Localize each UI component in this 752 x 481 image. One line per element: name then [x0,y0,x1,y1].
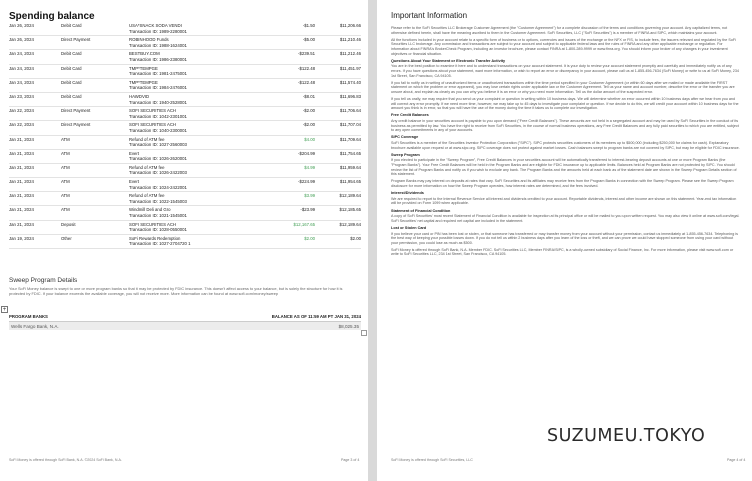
transaction-balance: $12,189.64 [339,193,361,199]
transaction-amount: $3.99 [304,193,315,199]
transaction-id: Transaction ID: 1986-2380001 [129,56,187,62]
transaction-date: Jan 26, 2024 [9,37,34,43]
transaction-row [9,93,361,107]
transaction-balance: $11,707.04 [339,122,361,128]
sweep-table-header [9,314,361,322]
transaction-description: USA*SNACK SODA VENDI Transaction ID: 1989-2280001 [129,23,267,34]
transaction-row [9,79,361,93]
transaction-row [9,36,361,50]
transaction-id: Transaction ID: 1022-1545003 [129,198,187,204]
balance-header: BALANCE AS OF 11:59 AM PT JAN 31, 2024 [271,314,361,319]
transaction-row [9,164,361,178]
transaction-amount: -$2.00 [302,108,315,114]
sweep-program-title: Sweep Program Details [9,277,78,284]
transaction-id: Transaction ID: 1042-2301001 [129,113,187,119]
transaction-description: BESTBUY.COM Transaction ID: 1986-2380001 [129,51,267,62]
transaction-description: SoFi Rewards Redemption Transaction ID: 1027-2704720 1 [129,236,267,247]
transaction-id: Transaction ID: 1040-2300001 [129,127,187,133]
transaction-balance: $11,210.46 [339,37,361,43]
transaction-type: Debit Card [61,93,82,99]
transaction-type: ATM [61,207,70,213]
section-paragraph: We are required to report to the Internal Revenue Service all interest and dividends credited to your account. Reportable dividends, interest and other income are shown on this statement. Year-end tax information will be provided on Form 1099 when applicable. [391,196,737,206]
transaction-id: Transaction ID: 1989-2280001 [129,28,187,34]
transaction-description: ROBINHOOD Funds Transaction ID: 1988-1624001 [129,37,267,48]
transaction-balance: $11,212.46 [339,51,361,57]
program-banks-header: PROGRAM BANKS [9,314,48,319]
transaction-balance: $11,754.65 [339,150,361,156]
section-paragraph: SoFi Securities is a member of the Securities Investor Protection Corporation ("SIPC"). SIPC protects securities customers of its members up to $500,000 (including $250,000 for claims for cash). Explanatory brochure available upon request or at www.sipc.org. SIPC coverage does not protect against market losses. Cash balances swept to program banks are not covered by SIPC, but may be eligible for FDIC insurance. [391,141,740,150]
section-paragraph: If you fail to notify us in writing of unauthorized items or unauthorized transactions within the time period specified in your Customer Agreement (or within 60 days after we mailed or made available the FIRST statement on which the problem or error appeared), you may lose certain rights under applicable law or the Customer Agreement. Tell us your name and account number, describe the error or the transfer you are unsure about, and explain as clearly as you can why you believe it is an error or why you need more information. Tell us the dollar amount of the suspected error. [391,80,735,94]
transaction-description: Evert Transaction ID: 1024-2422001 [129,179,267,190]
transaction-id: Transaction ID: 1028-0550001 [129,227,187,233]
transaction-date: Jan 22, 2024 [9,122,34,128]
transaction-description: HAWDVID Transaction ID: 1940-2528001 [129,94,267,105]
transaction-amount: -$224.99 [298,179,315,185]
transaction-amount: -$5.00 [302,37,315,43]
transaction-balance: $11,574.40 [339,79,361,85]
section-heading: Free Credit Balances [391,113,429,118]
transaction-row [9,65,361,79]
sweep-table-row [9,322,361,330]
transaction-description: TMP*TEMPGE Transaction ID: 1981-2475001 [129,66,267,77]
transaction-id: Transaction ID: 1026-2620001 [129,156,187,162]
transaction-description: Refund of ATM fee Transaction ID: 1026-2422003 [129,165,267,176]
transaction-description: SOFI SECURITIES ACH Transaction ID: 1028-0550001 [129,222,267,233]
transaction-balance: $12,185.65 [339,207,361,213]
transaction-date: Jan 21, 2024 [9,136,34,142]
table-move-handle[interactable]: + [2,307,7,313]
section-paragraph: If you believe your card or PIN has been lost or stolen, or that someone has transferred or may transfer money from your account without your permission, contact us immediately at 1-855-456-7634. Telephoning is the best way of keeping your possible losses down. If you do not tell us within 2 business days after you learn of the loss or theft, and we can prove we could have stopped someone from using your card without your permission, you could lose as much as $500. [391,231,738,245]
transaction-description: Refund of ATM fee Transaction ID: 1027-2560003 [129,137,267,148]
transaction-date: Jan 24, 2024 [9,65,34,71]
program-bank-name: Wells Fargo Bank, N.A. [11,323,59,329]
transaction-type: Direct Payment [61,37,91,43]
transaction-balance: $11,954.65 [339,179,361,185]
transaction-row [9,121,361,135]
section-paragraph: Please refer to the SoFi Securities LLC Brokerage Customer Agreement (the "Customer Agreement") for a complete discussion of the terms and conditions governing your account. Any capitalized terms, not otherwise defined herein, shall have the meaning ascribed to them in the Customer Agreement. SoFi Securities, LLC ("SoFi Securities") is a member of FINRA and SIPC, which maintains your account. [391,26,728,35]
sweep-program-table [9,314,361,330]
table-resize-handle[interactable] [361,330,367,336]
section-paragraph: Any credit balance in your securities account is payable to you upon demand ("Free Credit Balances"). These amounts are not held in a segregated account and may be used by SoFi Securities in the conduct of its business as permitted by law. You have the right to receive from SoFi Securities, in the course of normal business operations, any Free Credit Balances and any fully paid securities to which you are entitled, subject to any open commitments in any of your accounts. [391,119,739,133]
transaction-amount: -$204.99 [298,150,315,156]
section-paragraph: Program Banks may pay interest on deposits at rates that vary. SoFi Securities and its affiliates may receive fees from the Program Banks in connection with the Sweep Program. Please see the Sweep Program disclosure for more information on how the Sweep Program operates, how interest rates are determined, and the fees involved. [391,179,734,188]
transaction-description: SOFI SECURITIES ACH Transaction ID: 1040-2300001 [129,122,267,133]
transaction-description: SOFI SECURITIES ACH Transaction ID: 1042-2301001 [129,108,267,119]
transaction-description: Windmill Deli and Gro Transaction ID: 1021-1545001 [129,207,267,218]
section-heading: Lost or Stolen Card [391,225,427,230]
spending-balance-title: Spending balance [9,11,95,22]
transaction-balance: $11,206.66 [339,23,361,28]
page-number: Page 4 of 4 [727,458,746,462]
transaction-date: Jan 24, 2024 [9,79,34,85]
statement-page-3 [0,0,368,481]
transaction-id: Transaction ID: 1027-2704720 1 [129,241,191,247]
transaction-balance: $2.00 [350,235,361,241]
transaction-balance: $11,959.64 [339,164,361,170]
transaction-id: Transaction ID: 1026-2422003 [129,170,187,176]
transaction-amount: -$239.51 [298,51,315,57]
transaction-type: Debit Card [61,23,82,28]
transaction-amount: $2.00 [304,235,315,241]
section-heading: Statement of Financial Condition [391,208,451,213]
transaction-date: Jan 21, 2024 [9,179,34,185]
transaction-row [9,150,361,164]
transaction-type: Debit Card [61,79,82,85]
transaction-type: ATM [61,164,70,170]
transaction-amount: -$122.48 [298,79,315,85]
transaction-amount: -$2.00 [302,122,315,128]
transaction-date: Jan 21, 2024 [9,164,34,170]
transaction-id: Transaction ID: 1940-2528001 [129,99,187,105]
section-paragraph: If you elected to participate in the "Sweep Program", Free Credit Balances in your securities account will be automatically transferred to interest-bearing deposit accounts at one or more Program Banks (the "Program Banks"). Your Free Credit Balances will be held in the Program Banks and are eligible for FDIC insurance up to applicable limits. Balances held at Program Banks are not protected by SIPC. You should review the list of Program Banks and notify us if you wish to exclude any bank. The Program Banks and the amounts held at each bank as of the statement date are shown in the Sweep Program Details section of this statement. [391,158,737,177]
transaction-amount: -$1.50 [302,23,315,28]
transaction-type: Debit Card [61,51,82,57]
important-information-body [391,26,741,481]
transaction-amount: -$8.01 [302,93,315,99]
transaction-id: Transaction ID: 1027-2560003 [129,142,187,148]
transaction-description: Evert Transaction ID: 1026-2620001 [129,151,267,162]
transaction-type: ATM [61,193,70,199]
transaction-type: Other [61,235,72,241]
transaction-balance: $11,451.97 [339,65,361,71]
transaction-type: Deposit [61,221,76,227]
section-paragraph: If you tell us orally, we may require that you send us your complaint or question in writing within 10 business days. We will determine whether an error occurred within 10 business days after we hear from you and will correct any error promptly. If we need more time, however, we may take up to 45 days to investigate your complaint or question. If we decide to do this, we will credit your account within 10 business days for the amount you think is in error, so that you will have the use of the money during the time it takes us to complete our investigation. [391,97,739,111]
transaction-description: TMP*TEMPGE Transaction ID: 1984-2476001 [129,80,267,91]
section-heading: Questions About Your Statement or Electronic Transfer Activity [391,58,506,63]
transaction-row [9,107,361,121]
transaction-row [9,136,361,150]
transaction-date: Jan 23, 2024 [9,93,34,99]
transaction-type: Direct Payment [61,122,91,128]
section-heading: SIPC Coverage [391,135,419,140]
statement-page-4 [377,0,752,481]
watermark: SUZUMEU.TOKYO [547,426,706,446]
transaction-row [9,178,361,192]
transaction-amount: -$23.99 [300,207,315,213]
transaction-balance: $12,189.64 [339,221,361,227]
section-heading: Interest/Dividends [391,191,424,196]
transaction-row [9,221,361,235]
page-footer-left: SoFi Money is offered through SoFi Securities, LLC [391,458,473,462]
transaction-type: Direct Payment [61,108,91,114]
transaction-date: Jan 21, 2024 [9,207,34,213]
transaction-id: Transaction ID: 1984-2476001 [129,85,187,91]
transaction-amount: $4.99 [304,164,315,170]
transaction-type: ATM [61,136,70,142]
program-bank-balance: $8,025.35 [338,323,359,329]
transaction-row [9,22,361,36]
transaction-row [9,235,361,249]
transaction-balance: $11,709.64 [339,136,361,142]
transaction-id: Transaction ID: 1024-2422001 [129,184,187,190]
important-information-title: Important Information [391,11,468,20]
transaction-date: Jan 19, 2024 [9,235,34,241]
transactions-table [9,22,361,249]
transaction-amount: $4.00 [304,136,315,142]
sweep-program-text: Your SoFi Money balance is swept to one or more program banks so that it may be protected by FDIC insurance. This doesn't affect access to your balance, but is solely the structure for how it is protected by FDIC. If your balance exceeds the available coverage, you will not receive more. More information can be found at www.sofi.com/money/sweep [9,286,343,296]
transaction-type: ATM [61,179,70,185]
transaction-date: Jan 21, 2024 [9,150,34,156]
page-number: Page 3 of 4 [341,458,360,462]
transaction-row [9,50,361,64]
transaction-id: Transaction ID: 1021-1545001 [129,213,187,219]
section-heading: Sweep Program [391,152,420,157]
section-paragraph: All the functions included in your account relate to a specific form of business or to options, currencies and issues of the exchange or the NFX or FIS, to include fees, the issuers relevant and regulated by the SoFi Securities LLC brokerage. Any commission and transactions are subject to your account and subject to applicable federal laws and the rules of FINRA and any other applicable exchange or regulation. For information about FINRA's BrokerCheck Program, including an investor brochure, please contact FINRA at 1-800-289-9999 or www.finra.org. You should inform your broker of any changes in your investment objectives or financial situation. [391,37,736,56]
transaction-date: Jan 21, 2024 [9,193,34,199]
transaction-amount: -$122.48 [298,65,315,71]
transaction-type: ATM [61,150,70,156]
transaction-type: Debit Card [61,65,82,71]
transaction-row [9,206,361,220]
section-paragraph: You are in the best position to examine it here and to understand transactions on your account statement. It is your duty to review your account statement promptly and carefully and immediately notify us of any errors. If you have questions about your statement, want more information, or wish to report an error or discrepancy in your account, please call us at 1-855-456-7634 (SoFi Money) or write to us at SoFi Money, 234 1st Street, San Francisco, CA 94105. [391,64,739,78]
transaction-row [9,192,361,206]
section-paragraph: SoFi Money is offered through SoFi Bank, N.A. Member FDIC. SoFi Securities LLC, Member FINRA/SIPC, is a wholly-owned subsidiary of Social Finance, Inc. For more information, please visit www.sofi.com or write to SoFi Securities LLC, 234 1st Street, San Francisco, CA 94105. [391,247,734,257]
transaction-id: Transaction ID: 1981-2475001 [129,71,187,77]
transaction-date: Jan 21, 2024 [9,221,34,227]
transaction-balance: $11,706.64 [339,108,361,114]
transaction-description: Refund of ATM fee Transaction ID: 1022-1545003 [129,193,267,204]
page-footer-left: SoFi Money is offered through SoFi Bank, N.A. ©2024 SoFi Bank, N.A. [9,458,122,462]
section-paragraph: A copy of SoFi Securities' most recent Statement of Financial Condition is available for inspection at its principal office or will be mailed to you upon written request. You may also view it online at www.sofi.com/legal. SoFi Securities' net capital and required net capital are included in the statement. [391,214,740,223]
transaction-amount: $12,167.65 [293,221,315,227]
transaction-id: Transaction ID: 1988-1624001 [129,42,187,48]
transaction-balance: $11,696.83 [339,93,361,99]
transaction-date: Jan 26, 2024 [9,23,34,28]
transaction-date: Jan 22, 2024 [9,108,34,114]
transaction-date: Jan 24, 2024 [9,51,34,57]
